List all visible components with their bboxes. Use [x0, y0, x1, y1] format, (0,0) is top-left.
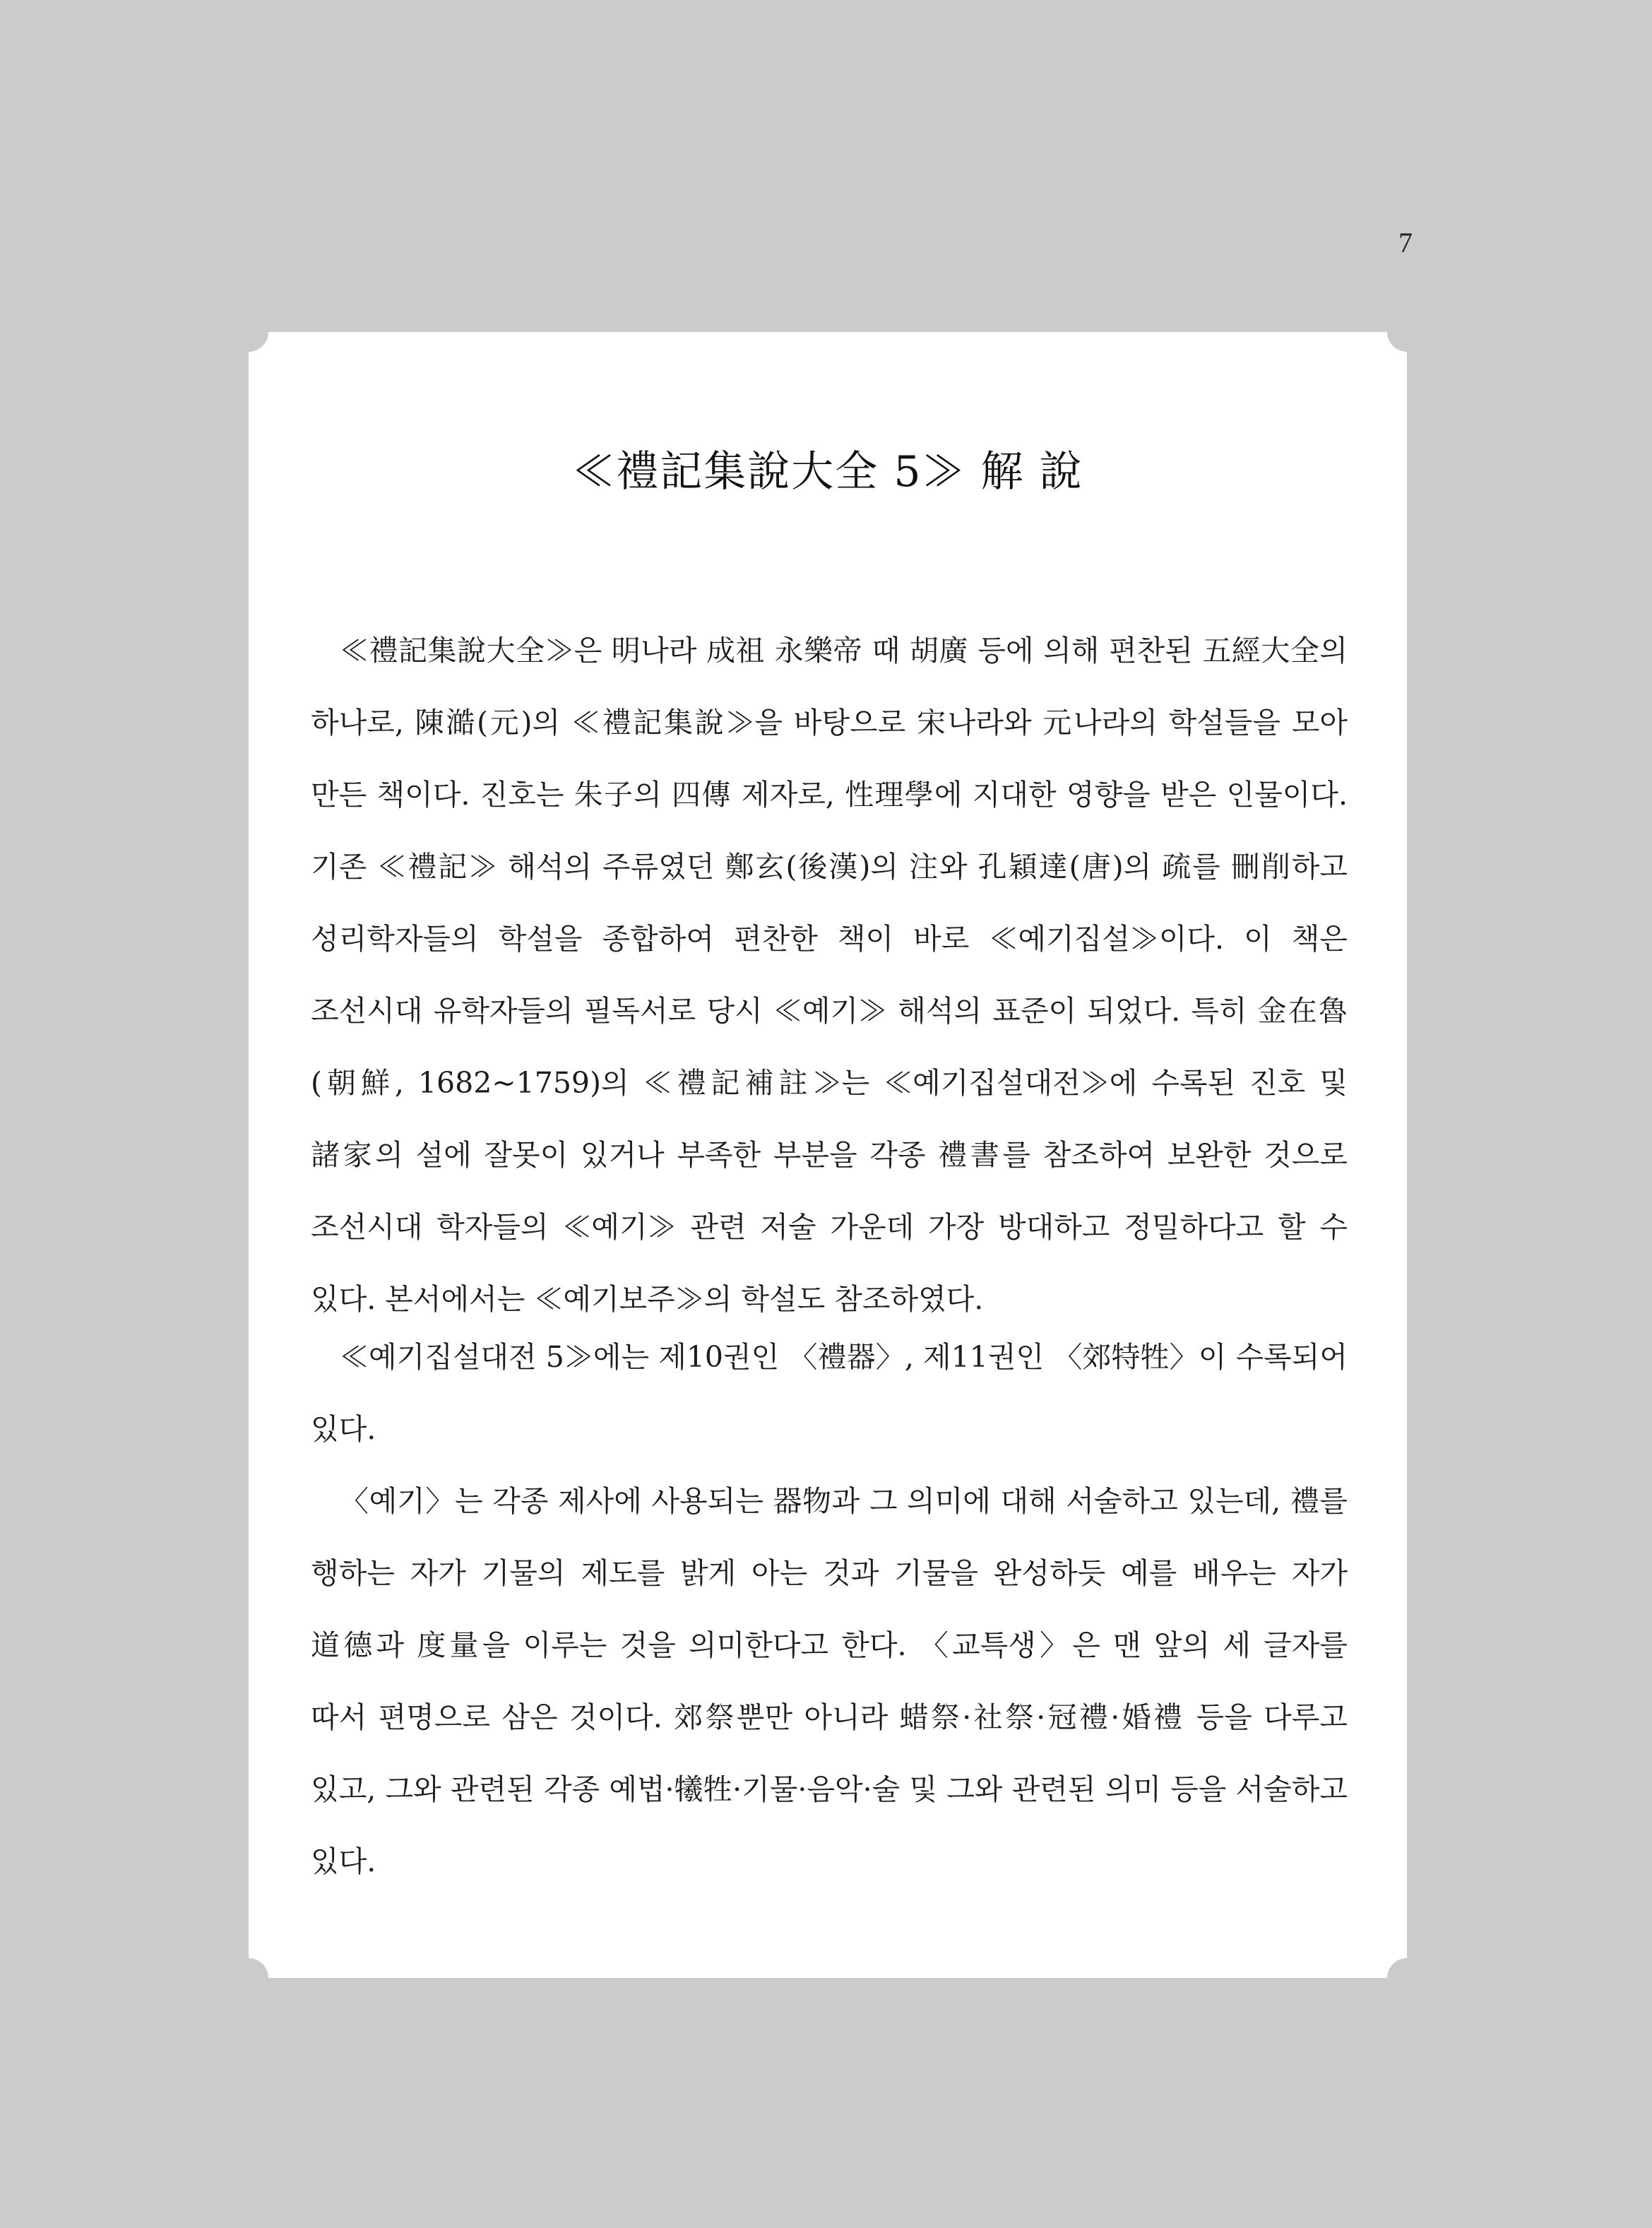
document-title: ≪禮記集說大全 5≫ 解 說	[572, 447, 1083, 497]
paragraph: 〈예기〉는 각종 제사에 사용되는 器物과 그 의미에 대해 서술하고 있는데, 禮를 행하는 자가 기물의 제도를 밝게 아는 것과 기물을 완성하듯 예를 배우는 자가 道德과 度量을 이루는 것을 의미한다고 한다. 〈교특생〉은 맨 앞의 세 글자를 따서 편명으로 삼은 것이다. 郊祭뿐만 아니라 蜡祭·社祭·冠禮·婚禮 등을 다루고 있고, 그와 관련된 각종 예법·犧牲·기물·음악·술 및 그와 관련된 의미 등을 서술하고 있다.	[311, 1484, 1348, 1878]
paragraph: ≪예기집설대전 5≫에는 제10권인 〈禮器〉, 제11권인 〈郊特牲〉이 수록되어 있다.	[311, 1340, 1348, 1446]
panel-corner-notch	[1387, 312, 1427, 352]
page-number: 7	[1398, 227, 1413, 259]
panel-corner-notch	[229, 312, 268, 352]
panel-corner-notch	[229, 1958, 268, 1998]
paragraph: ≪禮記集說大全≫은 明나라 成祖 永樂帝 때 胡廣 등에 의해 편찬된 五經大全의 하나로, 陳澔(元)의 ≪禮記集說≫을 바탕으로 宋나라와 元나라의 학설들을 모아 만든 책이다. 진호는 朱子의 四傳 제자로, 性理學에 지대한 영향을 받은 인물이다. 기존 ≪禮記≫ 해석의 주류였던 鄭玄(後漢)의 注와 孔穎達(唐)의 疏를 刪削하고 성리학자들의 학설을 종합하여 편찬한 책이 바로 ≪예기집설≫이다. 이 책은 조선시대 유학자들의 필독서로 당시 ≪예기≫ 해석의 표준이 되었다. 특히 金在魯(朝鮮, 1682~1759)의 ≪禮記補註≫는 ≪예기집설대전≫에 수록된 진호 및 諸家의 설에 잘못이 있거나 부족한 부분을 각종 禮書를 참조하여 보완한 것으로 조선시대 학자들의 ≪예기≫ 관련 저술 가운데 가장 방대하고 정밀하다고 할 수 있다. 본서에서는 ≪예기보주≫의 학설도 참조하였다.	[311, 634, 1348, 1316]
contents-section	[311, 1321, 1348, 1897]
content-panel	[249, 332, 1407, 1978]
panel-corner-notch	[1387, 1958, 1427, 1998]
intro-section	[311, 615, 1348, 1335]
